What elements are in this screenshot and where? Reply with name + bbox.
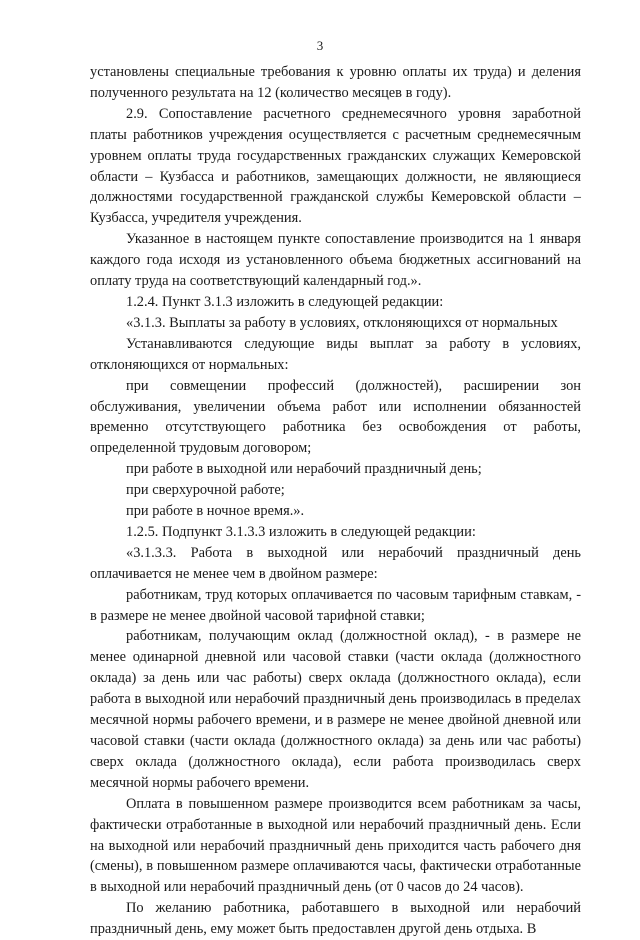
paragraph: установлены специальные требования к уровню оплаты их труда) и деления полученного результата на 12 (количество месяцев в году). <box>90 64 581 101</box>
paragraph: работникам, получающим оклад (должностной оклад), - в размере не менее одинарной дневной или часовой ставки (части оклада (должностного оклада) за день или час работы) сверх оклада (должностного оклада), если работа в выходной или нерабочий праздничный день производилась в пределах месячной нормы рабочего времени, и в размере не менее двойной дневной или часовой ставки (части оклада (должностного оклада) за день или час работы) сверх оклада (должностного оклада), если работа производилась сверх месячной нормы рабочего времени. <box>90 628 581 791</box>
paragraph: при работе в выходной или нерабочий праздничный день; <box>126 461 482 478</box>
paragraph: Оплата в повышенном размере производится всем работникам за часы, фактически отработанные в выходной или нерабочий праздничный день. Если на выходной или нерабочий праздничный день приходится часть рабочего дня (смены), в повышенном размере оплачиваются часы, фактически отработанные в выходной или нерабочий праздничный день (от 0 часов до 24 часов). <box>90 795 581 896</box>
paragraph: «3.1.3. Выплаты за работу в условиях, отклоняющихся от нормальных <box>126 314 558 331</box>
page-number: 3 <box>316 38 324 53</box>
paragraph: Устанавливаются следующие виды выплат за работу в условиях, отклоняющихся от нормальных: <box>90 335 581 373</box>
paragraph: работникам, труд которых оплачивается по часовым тарифным ставкам, - в размере не менее двойной часовой тарифной ставки; <box>90 586 581 624</box>
paragraph: при совмещении профессий (должностей), расширении зон обслуживания, увеличении объема работ или исполнении обязанностей временно отсутствующего работника без освобождения от работы, определенной трудовым договором; <box>90 377 581 457</box>
paragraph: 1.2.5. Подпункт 3.1.3.3 изложить в следующей редакции: <box>126 523 476 540</box>
paragraph: По желанию работника, работавшего в выходной или нерабочий праздничный день, ему может быть предоставлен другой день отдыха. В <box>90 900 581 938</box>
paragraph: «3.1.3.3. Работа в выходной или нерабочий праздничный день оплачивается не менее чем в двойном размере: <box>90 544 581 582</box>
paragraph: 1.2.4. Пункт 3.1.3 изложить в следующей редакции: <box>126 293 444 310</box>
document-body <box>90 62 581 940</box>
paragraph: 2.9. Сопоставление расчетного среднемесячного уровня заработной платы работников учреждения осуществляется с расчетным среднемесячным уровнем оплаты труда государственных гражданских служащих Кемеровской области – Кузбасса и работников, замещающих должности, не являющиеся должностями государственной гражданской службы Кемеровской области – Кузбасса, учредителя учреждения. <box>90 105 581 227</box>
paragraph: Указанное в настоящем пункте сопоставление производится на 1 января каждого года исходя из установленного объема бюджетных ассигнований на оплату труда на соответствующий календарный год.». <box>90 231 581 290</box>
paragraph: при сверхурочной работе; <box>126 482 285 499</box>
paragraph: при работе в ночное время.». <box>126 503 305 520</box>
